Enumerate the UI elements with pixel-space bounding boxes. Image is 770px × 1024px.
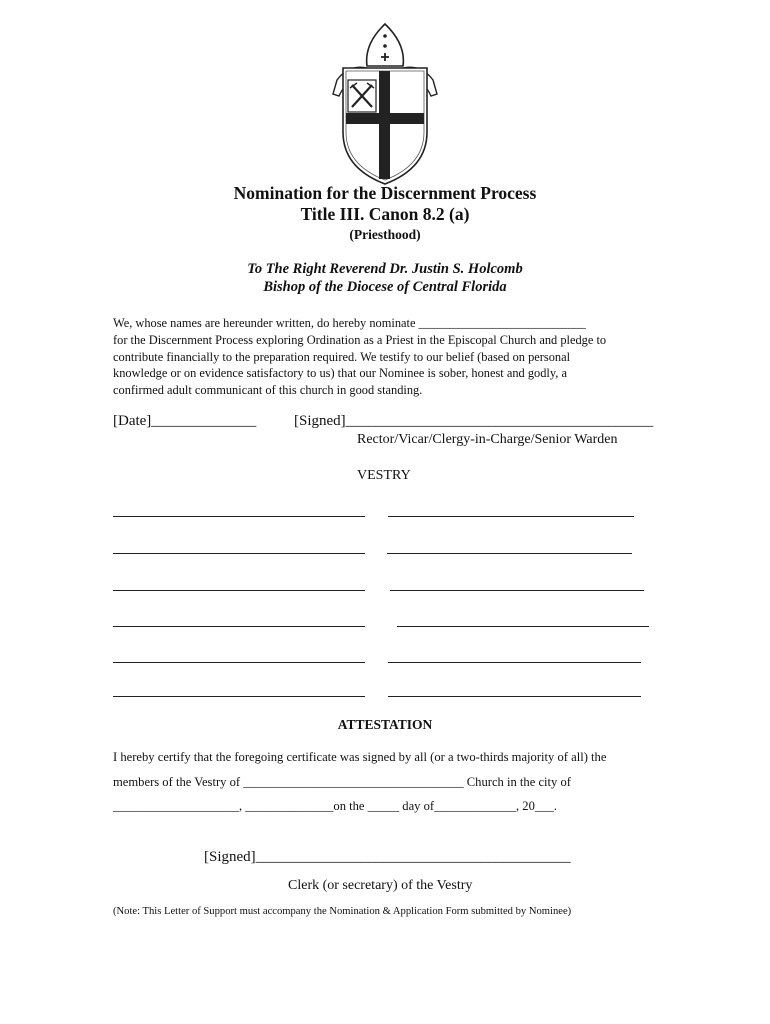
vestry-signature-line[interactable] xyxy=(388,516,634,517)
diocese-seal-icon xyxy=(327,22,443,186)
clerk-role-label: Clerk (or secretary) of the Vestry xyxy=(288,878,473,893)
vestry-signature-line[interactable] xyxy=(113,626,365,627)
clerk-signature-field[interactable]: [Signed]__________________________________________ xyxy=(204,849,571,865)
footnote: (Note: This Letter of Support must accompany the Nomination & Application Form submitted by Nominee) xyxy=(113,906,572,917)
signer-role-label: Rector/Vicar/Clergy-in-Charge/Senior Warden xyxy=(357,432,618,447)
page-subtitle: (Priesthood) xyxy=(349,227,421,242)
vestry-signature-line[interactable] xyxy=(113,553,365,554)
addressee-line: To The Right Reverend Dr. Justin S. Holcomb xyxy=(247,261,523,277)
vestry-signature-line[interactable] xyxy=(113,662,365,663)
vestry-heading: VESTRY xyxy=(357,468,411,483)
paragraph-line: for the Discernment Process exploring Ordination as a Priest in the Episcopal Church and pledge to xyxy=(113,332,607,347)
nomination-paragraph xyxy=(113,315,673,399)
vestry-signature-line[interactable] xyxy=(113,696,365,697)
paragraph-line: contribute financially to the preparation required. We testify to our belief (based on personal xyxy=(113,349,571,364)
paragraph-line: knowledge or on evidence satisfactory to us) that our Nominee is sober, honest and godly, a xyxy=(113,366,567,381)
attestation-city-date-field[interactable]: ____________________, ______________on the _____ day of_____________, 20___. xyxy=(113,799,557,813)
vestry-signature-line[interactable] xyxy=(388,662,641,663)
page-title: Nomination for the Discernment Process xyxy=(233,183,537,203)
vestry-signature-line[interactable] xyxy=(113,590,365,591)
vestry-signature-line[interactable] xyxy=(390,590,644,591)
vestry-signature-line[interactable] xyxy=(113,516,365,517)
vestry-signature-line[interactable] xyxy=(397,626,649,627)
vestry-signature-line[interactable] xyxy=(387,553,632,554)
paragraph-line: We, whose names are hereunder written, do hereby nominate ___________________________ xyxy=(113,316,586,330)
attestation-vestry-field[interactable]: members of the Vestry of ___________________________________ Church in the city of xyxy=(113,775,571,789)
canon-reference: Title III. Canon 8.2 (a) xyxy=(300,204,470,224)
paragraph-line: confirmed adult communicant of this church in good standing. xyxy=(113,383,423,398)
attestation-line: I hereby certify that the foregoing certificate was signed by all (or a two-thirds majority of all) the xyxy=(113,750,607,764)
vestry-signature-line[interactable] xyxy=(388,696,641,697)
rector-signature-field[interactable]: [Signed]_________________________________________ xyxy=(294,413,654,429)
date-field[interactable]: [Date]______________ xyxy=(113,413,257,429)
addressee-title: Bishop of the Diocese of Central Florida xyxy=(263,279,507,295)
attestation-heading: ATTESTATION xyxy=(337,717,433,732)
